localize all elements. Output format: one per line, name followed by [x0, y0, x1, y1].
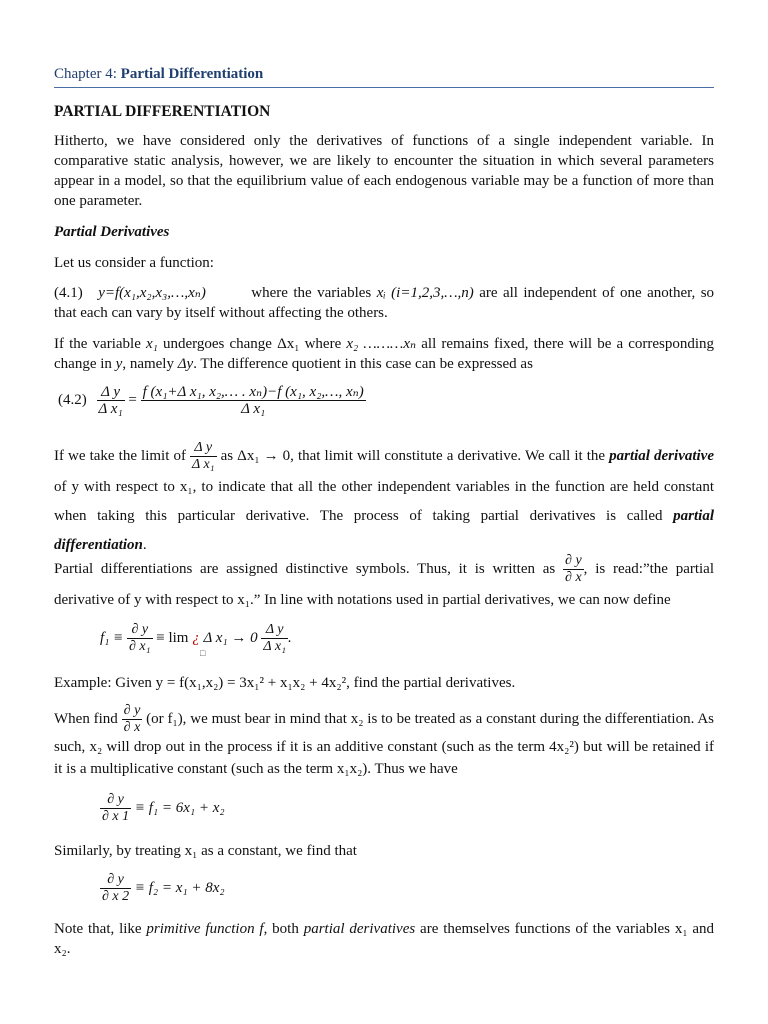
change-x1: x₁ [145, 336, 158, 352]
def-box-glyph: □ [200, 648, 206, 658]
symbols-frac-num: ∂ y [565, 553, 582, 568]
f2-frac-den: ∂ x 2 [102, 889, 130, 904]
def-frac2-num: Δ y [261, 622, 288, 639]
f2-rhs: ≡ f₂ = x₁ + 8x₂ [134, 880, 225, 896]
when-text-b: (or f₁), we must bear in mind that x₂ is to be treated as a constant during the differentiation. As such, x₂ will drop out in the process if it is an additive constant (such as the term 4x₂²) but will be retained if it is a multiplicative constant (such as the term x₁x₂). Thus we have [54, 710, 715, 777]
eq42-rhs-den: Δ x₁ [241, 401, 266, 417]
def-inverted-question: ¿ [192, 630, 200, 646]
f1-frac-den: ∂ x 1 [102, 809, 130, 824]
def-frac1-den: ∂ x₁ [129, 639, 151, 654]
def-end: . [287, 630, 292, 646]
change-y: y [115, 356, 123, 372]
limit-text-a: If we take the limit of [54, 447, 186, 464]
note-text-b: , both [263, 921, 299, 937]
subheading: Partial Derivatives [54, 224, 170, 240]
symbols-frac-den: ∂ x [565, 570, 582, 585]
eq41-label: (4.1) [54, 285, 83, 301]
eq41-tail: are all independent of one another, so that each can vary by itself without affecting the others. [54, 285, 715, 321]
similarly-paragraph: Similarly, by treating x₁ as a constant, we find that [54, 843, 357, 859]
eq42-rhs-num: f (x₁+Δ x₁, x₂,… . xₙ)−f (x₁, x₂,…, xₙ) [142, 384, 364, 400]
eq42-equals: = [128, 392, 137, 408]
symbols-text-a: Partial differentiations are assigned distinctive symbols. Thus, it is written as [54, 560, 556, 577]
partial-differentiation-term: partial differentiation [54, 508, 715, 553]
eq42 [58, 384, 366, 417]
when-frac-den: ∂ x [123, 720, 141, 735]
eq42-lhs-num: Δ y [97, 384, 125, 401]
limit-text-c: of y with respect to x₁, to indicate that all the other independent variables in the function are held constant when taking this particular derivative. The process of taking partial derivatives is called [54, 479, 714, 524]
change-dx1: Δx₁ [277, 336, 300, 352]
change-x2xn: x₂ ………xₙ [346, 336, 417, 352]
intro-paragraph: Hitherto, we have considered only the derivatives of functions of a single independent variable. In comparative static analysis, however, we are likely to encounter the situation in which several parameters appear in a model, so that the equilibrium value of each endogenous variable may be a function of more than one parameter. [54, 133, 714, 209]
eq41-range: (i=1,2,3,…,n) [391, 285, 474, 301]
definition-equation [100, 622, 292, 658]
chapter-number: Chapter 4: [54, 66, 117, 82]
symbols-paragraph [54, 553, 714, 615]
def-frac1 [127, 622, 153, 655]
partial-derivative-term: partial derivative [609, 447, 714, 464]
eq41-paragraph [54, 283, 714, 323]
when-frac-num: ∂ y [123, 703, 141, 718]
eq42-rhs [141, 384, 366, 417]
change-text-a: If the variable [54, 336, 141, 352]
eq41-formula: y=f(x₁,x₂,x₃,…,xₙ) [98, 285, 206, 301]
f1-frac-num: ∂ y [100, 792, 131, 809]
f1-equation [100, 792, 225, 825]
section-heading: PARTIAL DIFFERENTIATION [54, 103, 271, 120]
limit-text-d: . [142, 537, 147, 553]
f2-frac [100, 872, 131, 905]
f1-frac [100, 792, 131, 825]
when-text-a: When find [54, 710, 118, 727]
change-text-b: undergoes change [162, 336, 272, 352]
change-text-c: where [304, 336, 342, 352]
let-us-paragraph: Let us consider a function: [54, 255, 214, 271]
note-text-c: are themselves functions of the variables x₁ and x₂. [54, 921, 715, 957]
symbols-frac [563, 553, 584, 586]
change-text-e: , namely [122, 356, 174, 372]
def-f1: f₁ ≡ [100, 630, 124, 646]
eq42-lhs-den: Δ x₁ [98, 401, 123, 417]
def-limit-sub: Δ x₁ → 0 [203, 630, 258, 646]
def-lim: ≡ lim [156, 630, 189, 646]
when-frac [122, 703, 143, 736]
eq41-where: where the variables [251, 285, 372, 301]
eq42-label: (4.2) [58, 392, 87, 408]
change-dy: Δy [177, 356, 194, 372]
note-paragraph [54, 919, 714, 959]
def-frac2-den: Δ x₁ [263, 639, 286, 654]
change-text-f: . The difference quotient in this case can be expressed as [193, 356, 533, 372]
limit-frac [190, 440, 217, 473]
limit-frac-num: Δ y [190, 440, 217, 457]
f2-equation [100, 872, 225, 905]
chapter-header [54, 66, 714, 88]
note-primitive-function: primitive function f [146, 921, 264, 937]
symbols-text-b: , is read:”the partial derivative of y with respect to x₁.” In line with notations used in partial derivatives, we can now define [54, 560, 715, 608]
f1-rhs: ≡ f₁ = 6x₁ + x₂ [134, 800, 225, 816]
chapter-title: Partial Differentiation [120, 66, 264, 82]
eq41-var: xᵢ [376, 285, 386, 301]
when-paragraph [54, 703, 714, 780]
limit-text-b: as Δx₁ → 0, that limit will constitute a derivative. We call it the [220, 447, 606, 464]
eq42-lhs [97, 384, 125, 417]
change-paragraph [54, 334, 714, 374]
limit-paragraph [54, 440, 714, 560]
note-text-a: Note that, like [54, 921, 142, 937]
def-frac2 [261, 622, 288, 655]
example-paragraph: Example: Given y = f(x₁,x₂) = 3x₁² + x₁x₂ + 4x₂², find the partial derivatives. [54, 675, 516, 691]
f2-frac-num: ∂ y [100, 872, 131, 889]
def-frac1-num: ∂ y [127, 622, 153, 639]
note-partial-derivatives: partial derivatives [303, 921, 416, 937]
limit-frac-den: Δ x₁ [192, 457, 215, 472]
change-text-d: all remains fixed, there will be a corresponding change in [54, 336, 715, 372]
